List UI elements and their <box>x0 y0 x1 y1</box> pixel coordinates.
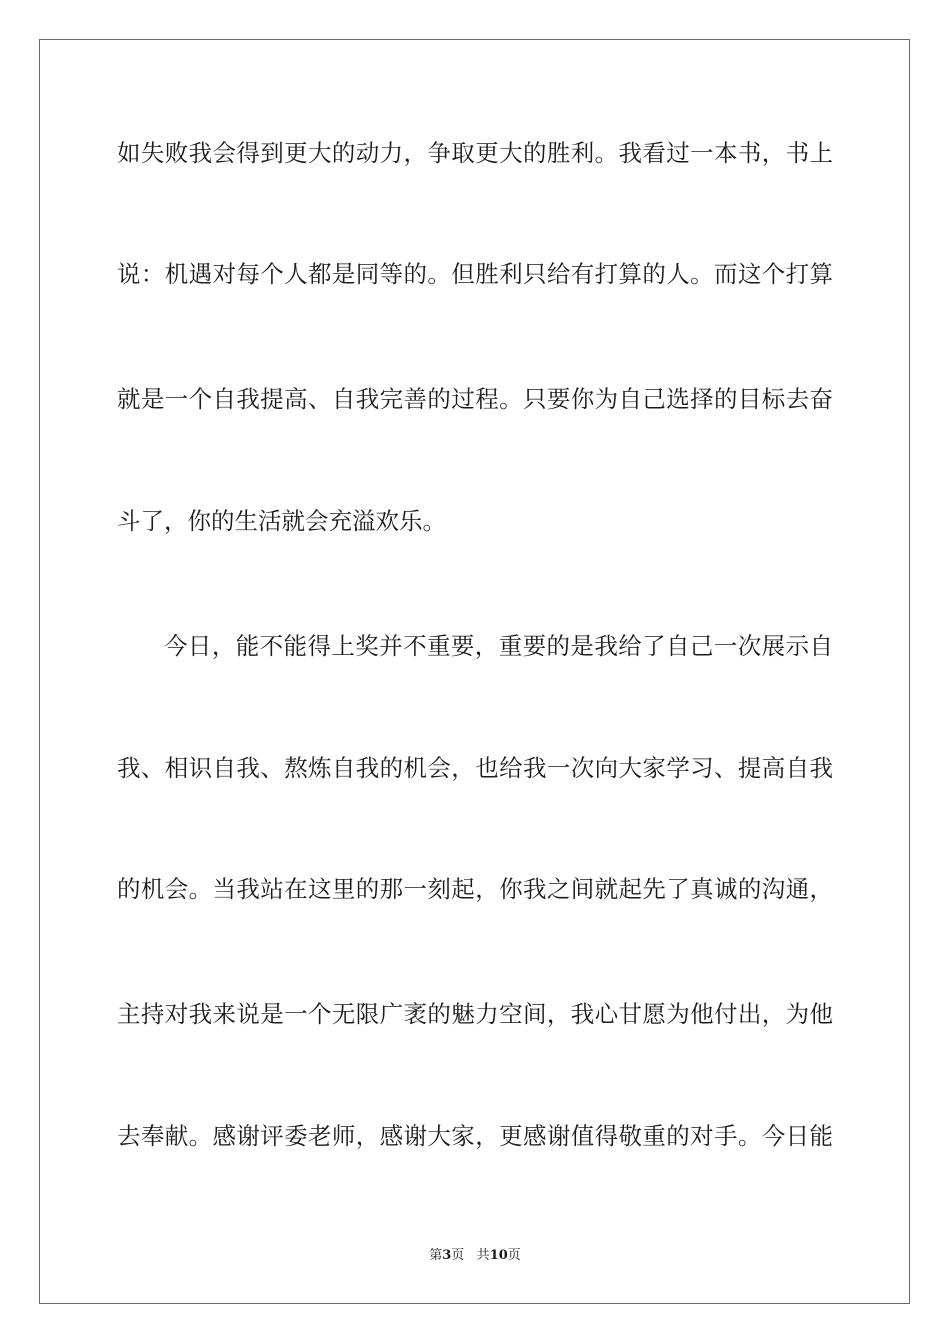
footer-page-prefix: 第 <box>429 1248 443 1263</box>
footer-total-number: 10 <box>489 1248 508 1263</box>
body-line-4: 斗了，你的生活就会充溢欢乐。 <box>117 507 446 535</box>
footer-page-number: 3 <box>442 1248 452 1263</box>
footer-total-suffix: 页 <box>507 1248 521 1263</box>
page-footer <box>0 1247 950 1265</box>
body-line-1: 如失败我会得到更大的动力，争取更大的胜利。我看过一本书，书上 <box>117 139 833 167</box>
body-line-8: 主持对我来说是一个无限广袤的魅力空间，我心甘愿为他付出，为他 <box>117 1000 833 1028</box>
body-line-3: 就是一个自我提高、自我完善的过程。只要你为自己选择的目标去奋 <box>117 385 833 413</box>
body-line-2: 说：机遇对每个人都是同等的。但胜利只给有打算的人。而这个打算 <box>117 260 833 288</box>
body-line-6: 我、相识自我、熬炼自我的机会，也给我一次向大家学习、提高自我 <box>117 754 833 782</box>
page-border <box>39 39 910 1304</box>
footer-total-prefix: 共 <box>476 1248 490 1263</box>
footer-page-suffix: 页 <box>451 1248 465 1263</box>
body-line-9: 去奉献。感谢评委老师，感谢大家，更感谢值得敬重的对手。今日能 <box>117 1122 833 1150</box>
body-line-5: 今日，能不能得上奖并不重要，重要的是我给了自己一次展示自 <box>164 632 833 660</box>
body-line-7: 的机会。当我站在这里的那一刻起，你我之间就起先了真诚的沟通， <box>117 875 833 903</box>
